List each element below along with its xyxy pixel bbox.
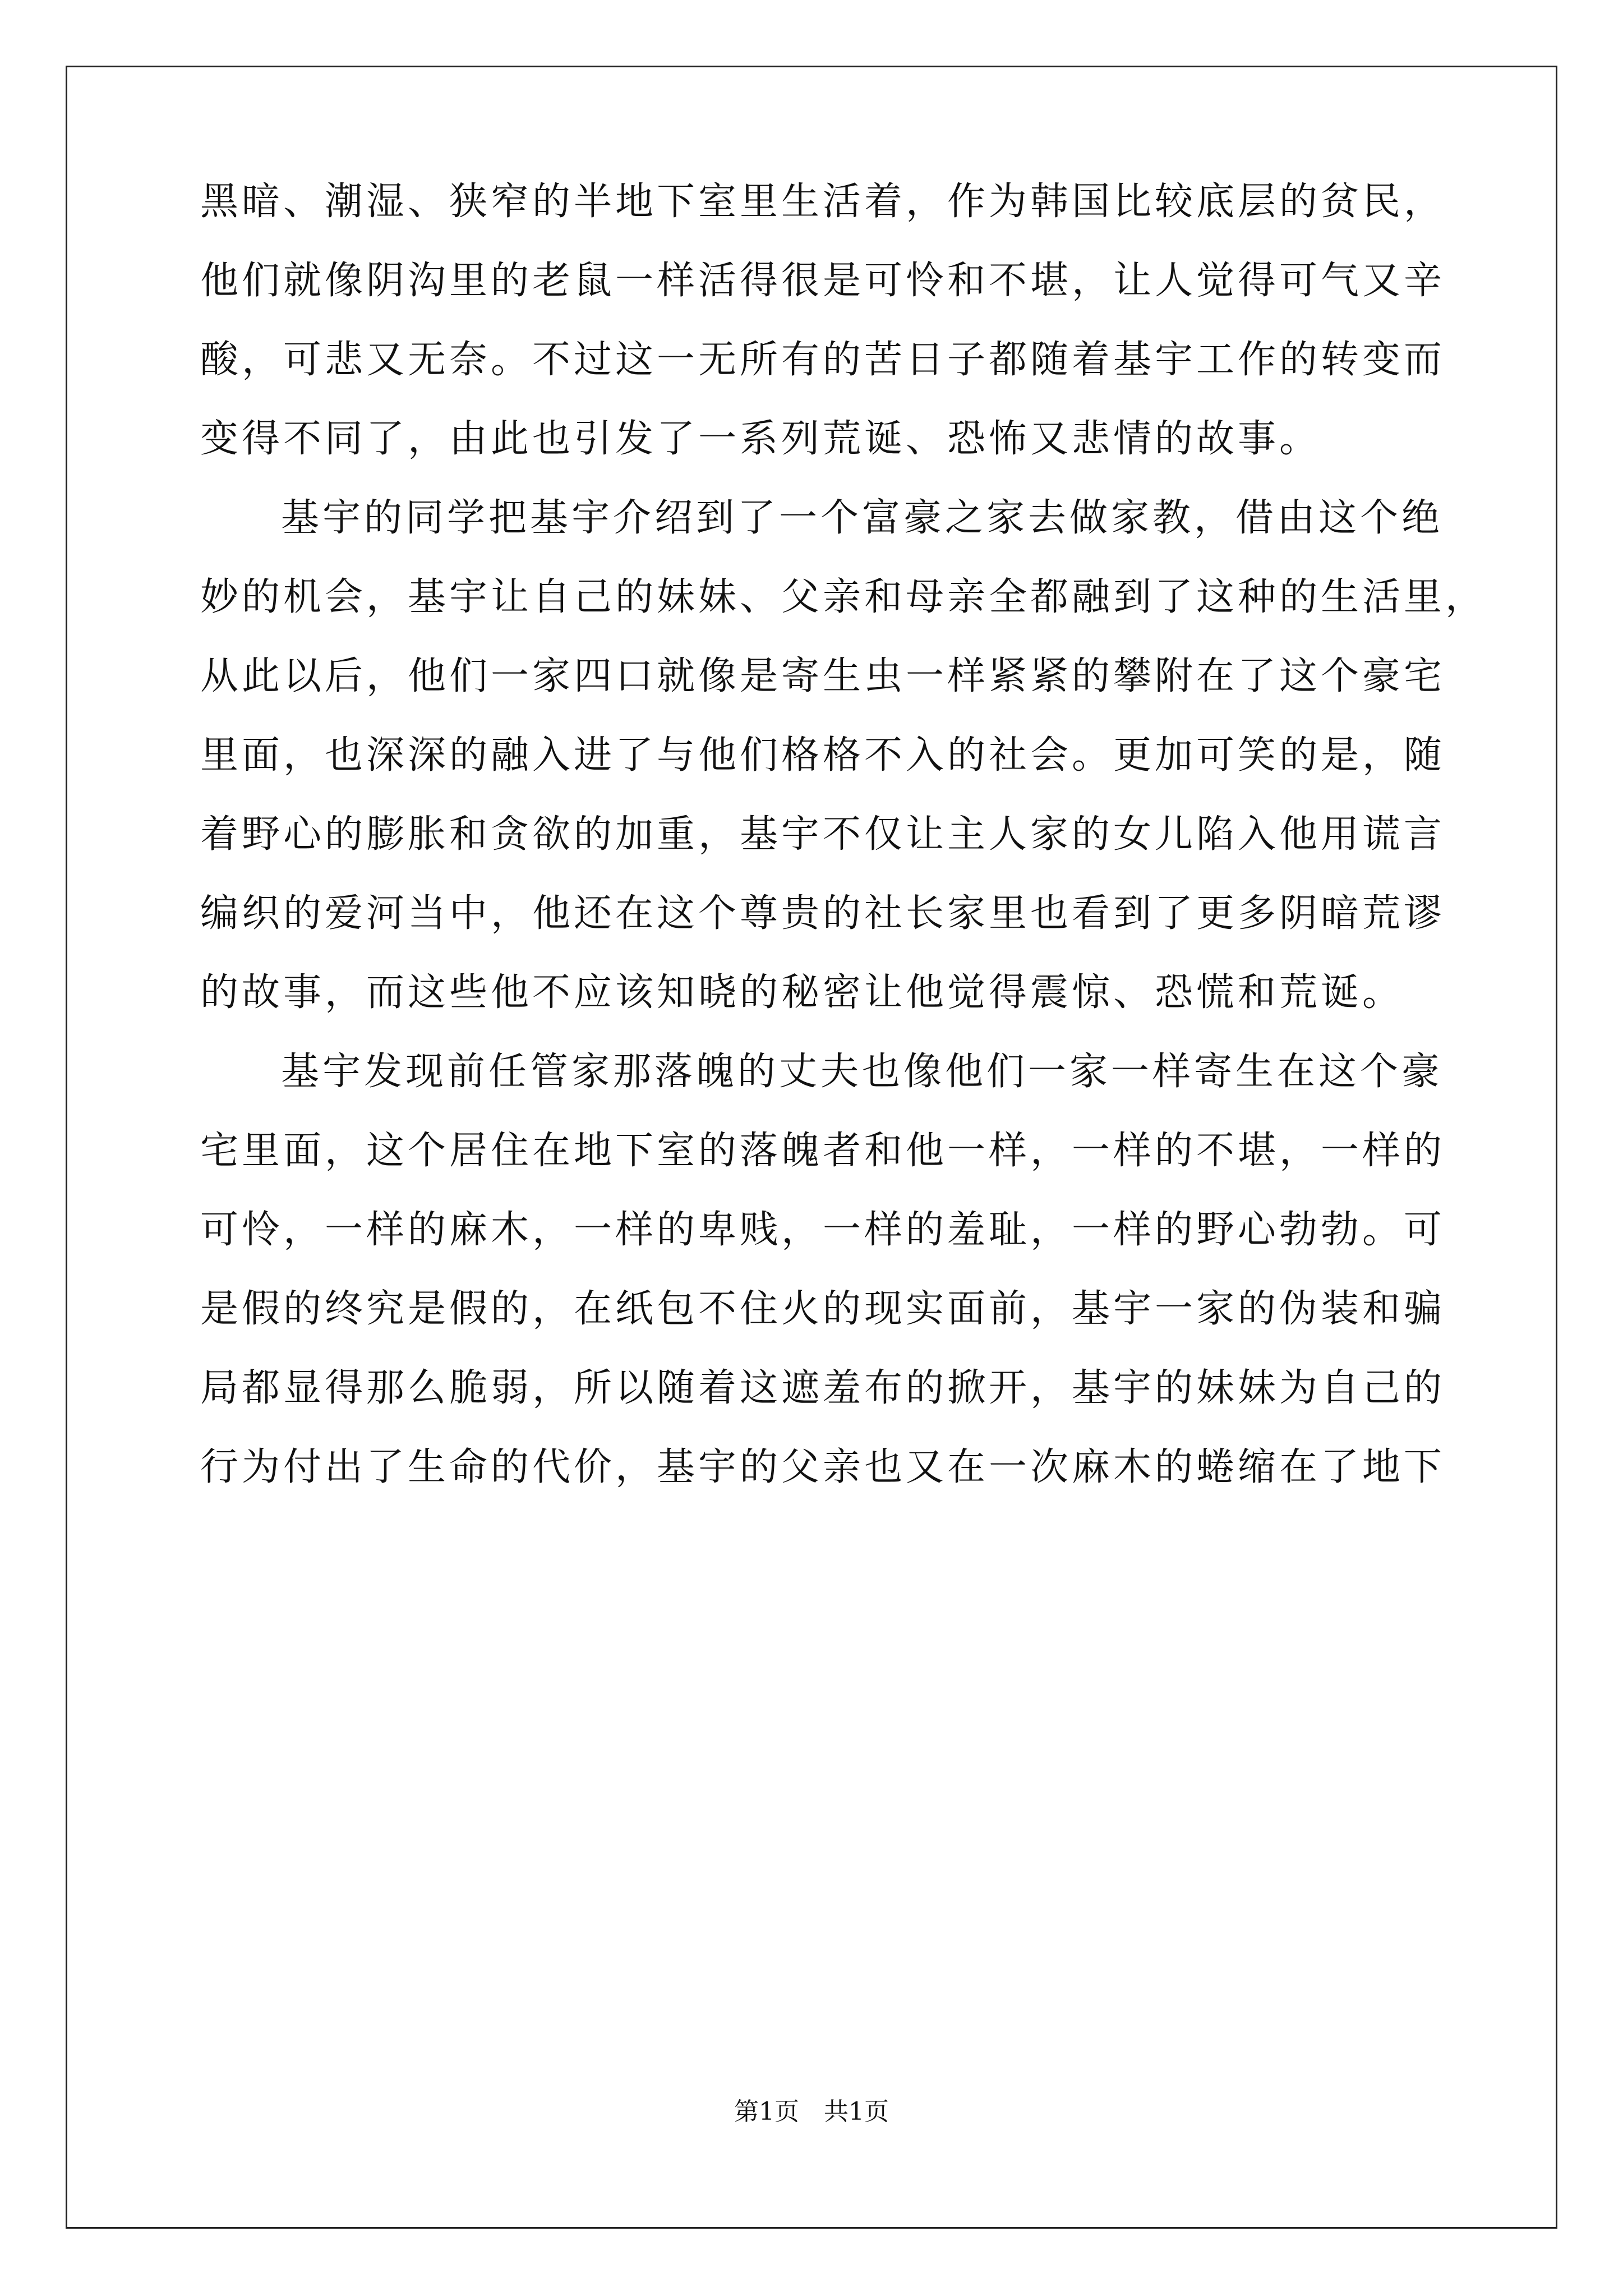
text-line: 他们就像阴沟里的老鼠一样活得很是可怜和不堪，让人觉得可气又辛 [200,259,1446,303]
text-line: 局都显得那么脆弱，所以随着这遮羞布的掀开，基宇的妹妹为自己的 [200,1366,1446,1410]
text-line: 变得不同了，由此也引发了一系列荒诞、恐怖又悲情的故事。 [200,417,1321,461]
text-line: 酸，可悲又无奈。不过这一无所有的苦日子都随着基宇工作的转变而 [200,338,1446,382]
text-line: 妙的机会，基宇让自己的妹妹、父亲和母亲全都融到了这种的生活里， [200,575,1487,619]
text-line: 宅里面，这个居住在地下室的落魄者和他一样，一样的不堪，一样的 [200,1129,1446,1173]
text-line: 的故事，而这些他不应该知晓的秘密让他觉得震惊、恐慌和荒诞。 [200,970,1404,1015]
page-footer: 第1页 共1页 [734,2097,889,2126]
text-line: 里面，也深深的融入进了与他们格格不入的社会。更加可笑的是，随 [200,733,1446,777]
text-line: 从此以后，他们一家四口就像是寄生虫一样紧紧的攀附在了这个豪宅 [200,654,1446,698]
text-line: 是假的终究是假的，在纸包不住火的现实面前，基宇一家的伪装和骗 [200,1287,1446,1331]
text-line: 基宇发现前任管家那落魄的丈夫也像他们一家一样寄生在这个豪 [281,1050,1444,1094]
text-line: 编织的爱河当中，他还在这个尊贵的社长家里也看到了更多阴暗荒谬 [200,891,1446,936]
text-line: 基宇的同学把基宇介绍到了一个富豪之家去做家教，借由这个绝 [281,496,1444,540]
text-line: 黑暗、潮湿、狭窄的半地下室里生活着，作为韩国比较底层的贫民， [200,180,1446,224]
text-line: 行为付出了生命的代价，基宇的父亲也又在一次麻木的蜷缩在了地下 [200,1445,1446,1489]
text-line: 着野心的膨胀和贪欲的加重，基宇不仅让主人家的女儿陷入他用谎言 [200,812,1446,857]
text-line: 可怜，一样的麻木，一样的卑贱，一样的羞耻，一样的野心勃勃。可 [200,1208,1446,1252]
